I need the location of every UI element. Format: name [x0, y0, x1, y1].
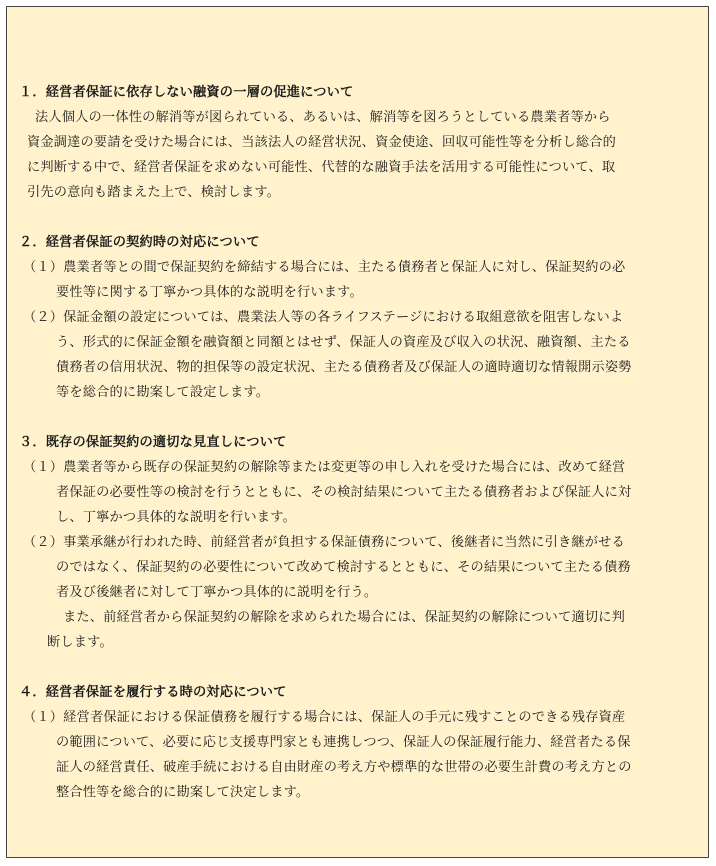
spacer: [7, 205, 708, 230]
list-item: [23, 705, 716, 730]
spacer: [7, 405, 708, 430]
item-text: 農業者等から既存の保証契約の解除等または変更等の申し入れを受けた場合には、改めて経営: [63, 460, 626, 475]
paragraph-line: 法人個人の一体性の解消等が図られている、あるいは、解消等を図ろうとしている農業者等から: [35, 110, 611, 125]
item-continuation: し、丁寧かつ具体的な説明を行います。: [56, 510, 296, 525]
item-label: （２）: [23, 535, 64, 550]
item-text: 経営者保証における保証債務を履行する場合には、保証人の手元に残すことのできる残存資産: [63, 710, 626, 725]
item-continuation: のではなく、保証契約の必要性について改めて検討するとともに、その結果について主たる債務: [56, 560, 631, 575]
paragraph-line: 資金調達の要請を受けた場合には、当該法人の経営状況、資金使途、回収可能性等を分析し総合的: [27, 135, 617, 150]
list-item: [23, 255, 716, 280]
paragraph-line: に判断する中で、経営者保証を求めない可能性、代替的な融資手法を活用する可能性について、取: [27, 160, 616, 175]
item-text: 農業者等との間で保証契約を締結する場合には、主たる債務者と保証人に対し、保証契約の必: [63, 260, 626, 275]
item-label: （１）: [23, 260, 64, 275]
item-continuation: 者及び後継者に対して丁寧かつ具体的に説明を行う。: [56, 585, 378, 600]
list-item: [23, 530, 716, 555]
item-label: （２）: [23, 310, 64, 325]
policy-text-panel: [6, 6, 709, 858]
item-text: 事業承継が行われた時、前経営者が負担する保証債務について、後継者に当然に引き継がせる: [63, 535, 625, 550]
item-continuation: 証人の経営責任、破産手続における自由財産の考え方や標準的な世帯の必要生計費の考え方との: [56, 760, 632, 775]
item-continuation: また、前経営者から保証契約の解除を求められた場合には、保証契約の解除について適切に判: [63, 610, 626, 625]
spacer: [7, 655, 708, 680]
section-heading: ２．経営者保証の契約時の対応について: [19, 235, 260, 250]
item-continuation: 等を総合的に勘案して設定します。: [56, 385, 270, 400]
section-heading: ４．経営者保証を履行する時の対応について: [19, 685, 287, 700]
item-continuation: 債務者の信用状況、物的担保等の設定状況、主たる債務者及び保証人の適時適切な情報開示姿勢: [56, 360, 632, 375]
list-item: [23, 305, 716, 330]
item-continuation: の範囲について、必要に応じ支援専門家とも連携しつつ、保証人の保証履行能力、経営者たる保: [56, 735, 631, 750]
item-continuation: 要性等に関する丁寧かつ具体的な説明を行います。: [56, 285, 363, 300]
policy-content: [7, 80, 708, 805]
list-item: [23, 455, 716, 480]
item-continuation: 整合性等を総合的に勘案して決定します。: [56, 785, 310, 800]
item-continuation: 者保証の必要性等の検討を行うとともに、その検討結果について主たる債務者および保証人に対: [56, 485, 632, 500]
section-heading: １．経営者保証に依存しない融資の一層の促進について: [19, 85, 354, 100]
item-text: 保証金額の設定については、農業法人等の各ライフステージにおける取組意欲を阻害しないよ: [63, 310, 624, 325]
paragraph-line: 引先の意向も踏まえた上で、検討します。: [27, 185, 281, 200]
item-label: （１）: [23, 460, 64, 475]
section-heading: ３．既存の保証契約の適切な見直しについて: [19, 435, 287, 450]
item-continuation: 断します。: [47, 635, 113, 650]
item-label: （１）: [23, 710, 64, 725]
item-continuation: う、形式的に保証金額を融資額と同額とはせず、保証人の資産及び収入の状況、融資額、主たる: [56, 335, 631, 350]
